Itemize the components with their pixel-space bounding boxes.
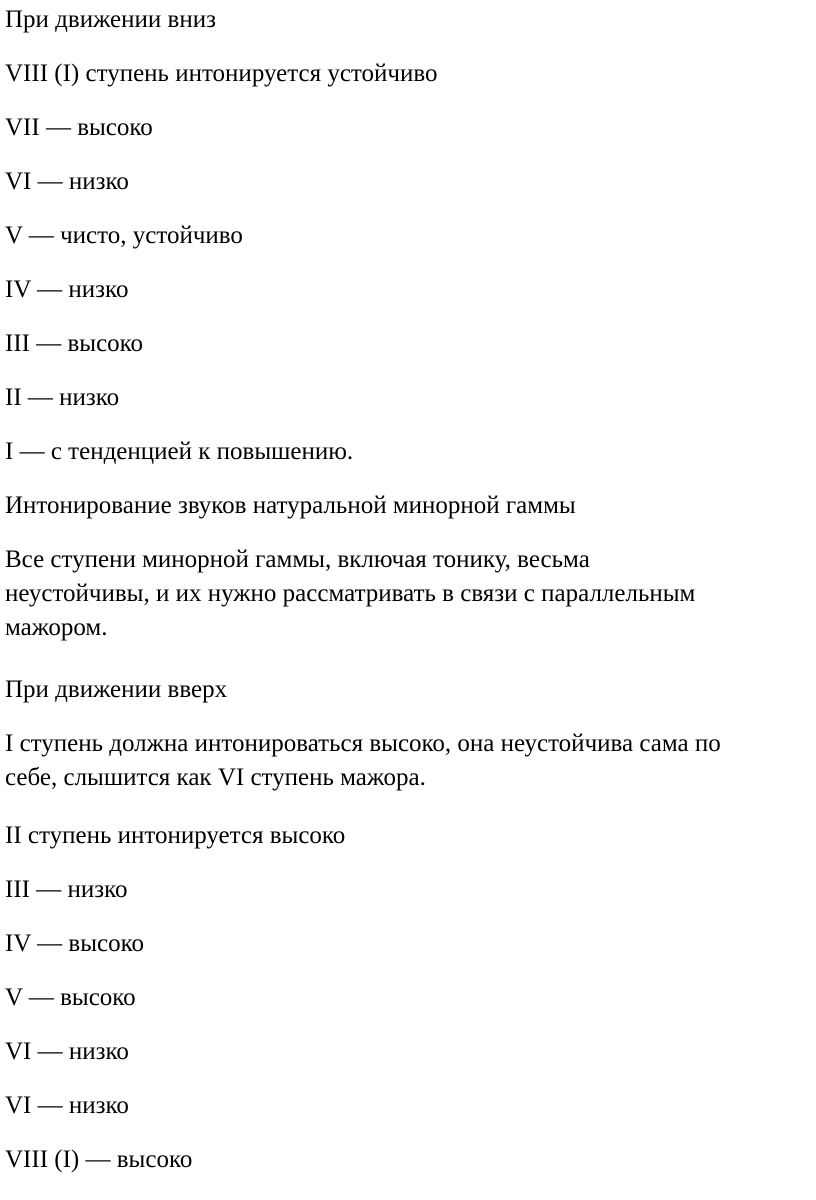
section-title-minor: Интонирование звуков натуральной минорной гаммы: [5, 492, 576, 519]
degree-line-viii-up: VIII (I) — высоко: [5, 1146, 193, 1173]
degree-line-vii: VII — высоко: [5, 114, 153, 141]
degree-line-iii-up: III — низко: [5, 876, 128, 903]
degree-line-vi: VI — низко: [5, 168, 129, 195]
paragraph-line: неустойчивы, и их нужно рассматривать в связи с параллельным: [5, 580, 696, 607]
degree-line-v-up: V — высоко: [5, 984, 136, 1011]
degree-line-v: V — чисто, устойчиво: [5, 222, 243, 249]
degree-line-vi-up-repeat: VI — низко: [5, 1092, 129, 1119]
degree-line-vi-up: VI — низко: [5, 1038, 129, 1065]
heading-downward: При движении вниз: [5, 6, 216, 33]
degree-line-iv: IV — низко: [5, 276, 129, 303]
degree-line-ii-up: II ступень интонируется высоко: [5, 822, 346, 849]
paragraph-line: себе, слышится как VI ступень мажора.: [5, 764, 426, 791]
degree-line-i: I — с тенденцией к повышению.: [5, 438, 354, 465]
paragraph-line: мажором.: [5, 614, 108, 641]
degree-line-iii: III — высоко: [5, 330, 144, 357]
heading-upward: При движении вверх: [5, 676, 228, 703]
first-degree-paragraph: [5, 727, 805, 795]
degree-line-ii: II — низко: [5, 384, 120, 411]
degree-line-viii: VIII (I) ступень интонируется устойчиво: [5, 60, 438, 87]
degree-line-iv-up: IV — высоко: [5, 930, 145, 957]
minor-scale-paragraph: [5, 543, 805, 645]
paragraph-line: Все ступени минорной гаммы, включая тонику, весьма: [5, 546, 590, 573]
paragraph-line: I ступень должна интонироваться высоко, она неустойчива сама по: [5, 730, 721, 757]
